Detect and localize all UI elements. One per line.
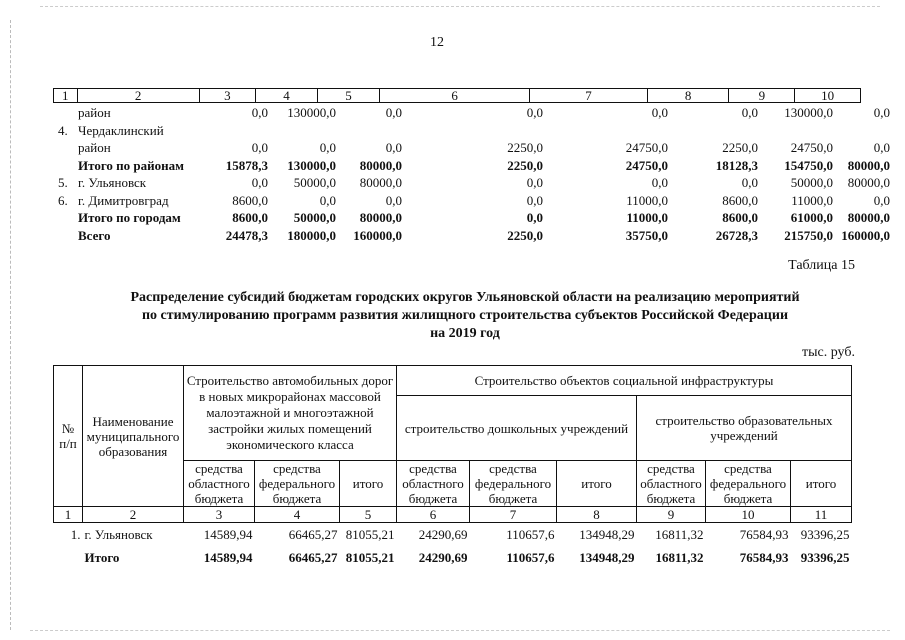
cell-value: 11000,0 [626,192,668,208]
header-regional: средства областного бюджета [637,461,706,507]
cell-value: 0,0 [741,175,758,190]
cell-value: 0,0 [741,105,758,120]
cell-value: 0,0 [526,210,543,225]
cell-value: 81055,21 [345,527,395,542]
table-row [53,192,890,210]
col-number: 4 [256,89,318,102]
cell-value: 130000,0 [287,105,336,120]
cell-value: 24750,0 [790,140,833,155]
table14-column-numbers [53,88,861,103]
cell-value: 24290,69 [418,550,468,565]
cell-value: 134948,29 [579,527,635,542]
cell-value: 160000,0 [841,227,890,243]
row-name: Чердаклинский [78,122,164,138]
cell-value: 93396,25 [800,527,850,542]
cell-value: 80000,0 [847,157,890,173]
cell-value: 0,0 [251,140,268,155]
row-number: 4. [58,122,68,138]
cell-value: 80000,0 [847,175,890,190]
col-number: 2 [83,507,184,523]
table14-body [53,104,890,244]
col-number: 9 [729,89,795,102]
table-row [53,227,890,245]
cell-value: 16811,32 [655,550,704,565]
cell-value: 2250,0 [507,157,543,173]
cell-value: 0,0 [385,105,402,120]
column-numbers-row [54,507,852,523]
scan-edge-left [10,20,11,630]
cell-value: 0,0 [651,105,668,120]
col-number: 10 [706,507,791,523]
cell-value: 24750,0 [625,140,668,155]
row-number: 5. [58,175,68,190]
table-title [80,289,850,343]
table-row [53,209,890,227]
table-row [54,546,852,569]
cell-value: 50000,0 [790,175,833,190]
row-name: г. Ульяновск [84,527,153,542]
row-number: 6. [58,192,68,208]
row-number [54,546,83,569]
col-number: 3 [200,89,256,102]
cell-value: 2250,0 [507,227,543,243]
header-school: строительство образовательных учреждений [637,396,852,461]
row-name: Итого по городам [78,210,181,225]
col-number: 8 [648,89,730,102]
header-federal: средства федерального бюджета [706,461,791,507]
row-name: район [78,140,111,155]
header-roads: Строительство автомобильных дорог в новых микрорайонах массовой малоэтажной и многоэтажной застройки жилых помещений экономического класса [184,366,397,461]
cell-value: 76584,93 [739,550,789,565]
col-number: 10 [821,88,835,103]
cell-value: 14589,94 [203,550,253,565]
cell-value: 0,0 [873,105,890,120]
col-number: 4 [255,507,340,523]
col-number: 3 [184,507,255,523]
col-number: 7 [530,89,647,102]
table-label: Таблица 15 [788,258,855,273]
cell-value: 0,0 [385,140,402,155]
table15 [53,365,852,569]
cell-value: 160000,0 [353,227,402,243]
col-number: 1 [54,507,83,523]
cell-value: 130000,0 [784,105,833,120]
cell-value: 0,0 [385,192,402,208]
col-number: 6 [380,89,530,102]
cell-value: 80000,0 [359,210,402,225]
table-row [53,174,890,192]
table-row [53,157,890,175]
cell-value: 0,0 [526,175,543,190]
cell-value: 8600,0 [232,210,268,225]
cell-value: 0,0 [319,192,336,208]
cell-value: 50000,0 [293,175,336,190]
header-name: Наименование муниципального образования [83,366,184,507]
col-number: 1 [54,89,78,102]
cell-value: 0,0 [526,192,543,208]
cell-value: 24478,3 [225,227,268,243]
row-name: Итого по районам [78,157,184,173]
row-name: г. Димитровград [78,192,169,208]
cell-value: 180000,0 [287,227,336,243]
header-total: итого [557,461,637,507]
cell-value: 0,0 [651,175,668,190]
cell-value: 66465,27 [288,527,338,542]
cell-value: 130000,0 [287,157,336,173]
units-label: тыс. руб. [802,345,855,360]
cell-value: 80000,0 [359,175,402,190]
cell-value: 215750,0 [784,227,833,243]
header-num: № п/п [54,366,83,507]
header-federal: средства федерального бюджета [255,461,340,507]
col-number: 7 [470,507,557,523]
header-total: итого [791,461,852,507]
cell-value: 8600,0 [722,192,758,208]
cell-value: 110657,6 [506,550,555,565]
row-name: район [78,105,111,120]
cell-value: 8600,0 [232,192,268,208]
cell-value: 35750,0 [625,227,668,243]
cell-value: 0,0 [319,140,336,155]
cell-value: 76584,93 [739,527,789,542]
cell-value: 8600,0 [722,210,758,225]
cell-value: 93396,25 [800,550,850,565]
col-number: 2 [78,89,200,102]
table-row [53,104,890,122]
cell-value: 80000,0 [359,157,402,173]
cell-value: 18128,3 [715,157,758,173]
cell-value: 0,0 [251,105,268,120]
header-regional: средства областного бюджета [184,461,255,507]
header-federal: средства федерального бюджета [470,461,557,507]
col-number: 8 [557,507,637,523]
cell-value: 134948,29 [579,550,635,565]
title-line: Распределение субсидий бюджетам городских округов Ульяновской области на реализацию мероприятий [130,290,800,305]
title-line: по стимулированию программ развития жилищного строительства субъектов Российской Федерации [141,308,789,323]
header-regional: средства областного бюджета [397,461,470,507]
cell-value: 0,0 [873,192,890,208]
table-row [54,523,852,547]
col-number: 9 [637,507,706,523]
row-number: 1. [70,527,81,542]
table-row [53,139,890,157]
cell-value: 61000,0 [790,210,833,225]
scan-edge-bottom [30,630,890,631]
header-preschool: строительство дошкольных учреждений [397,396,637,461]
cell-value: 15878,3 [225,157,268,173]
col-number: 6 [397,507,470,523]
cell-value: 16811,32 [655,527,704,542]
cell-value: 0,0 [251,175,268,190]
row-name: Итого [84,550,120,565]
title-line: на 2019 год [430,326,500,341]
cell-value: 66465,27 [288,550,338,565]
col-number: 5 [318,89,380,102]
cell-value: 24290,69 [418,527,468,542]
page-number: 12 [430,35,444,50]
row-name: Всего [78,227,111,243]
cell-value: 154750,0 [784,157,833,173]
cell-value: 26728,3 [715,227,758,243]
cell-value: 80000,0 [847,210,890,225]
cell-value: 11000,0 [626,210,668,225]
cell-value: 14589,94 [203,527,253,542]
cell-value: 110657,6 [506,527,555,542]
header-total: итого [340,461,397,507]
col-number: 5 [340,507,397,523]
row-name: г. Ульяновск [78,175,147,190]
cell-value: 81055,21 [345,550,395,565]
cell-value: 2250,0 [722,140,758,155]
cell-value: 50000,0 [293,210,336,225]
cell-value: 0,0 [526,105,543,120]
cell-value: 24750,0 [625,157,668,173]
cell-value: 0,0 [873,140,890,155]
col-number: 11 [791,507,852,523]
cell-value: 11000,0 [791,192,833,208]
scan-edge-top [40,6,880,7]
cell-value: 2250,0 [507,140,543,155]
table-row [53,122,861,140]
header-social: Строительство объектов социальной инфраструктуры [397,366,852,396]
